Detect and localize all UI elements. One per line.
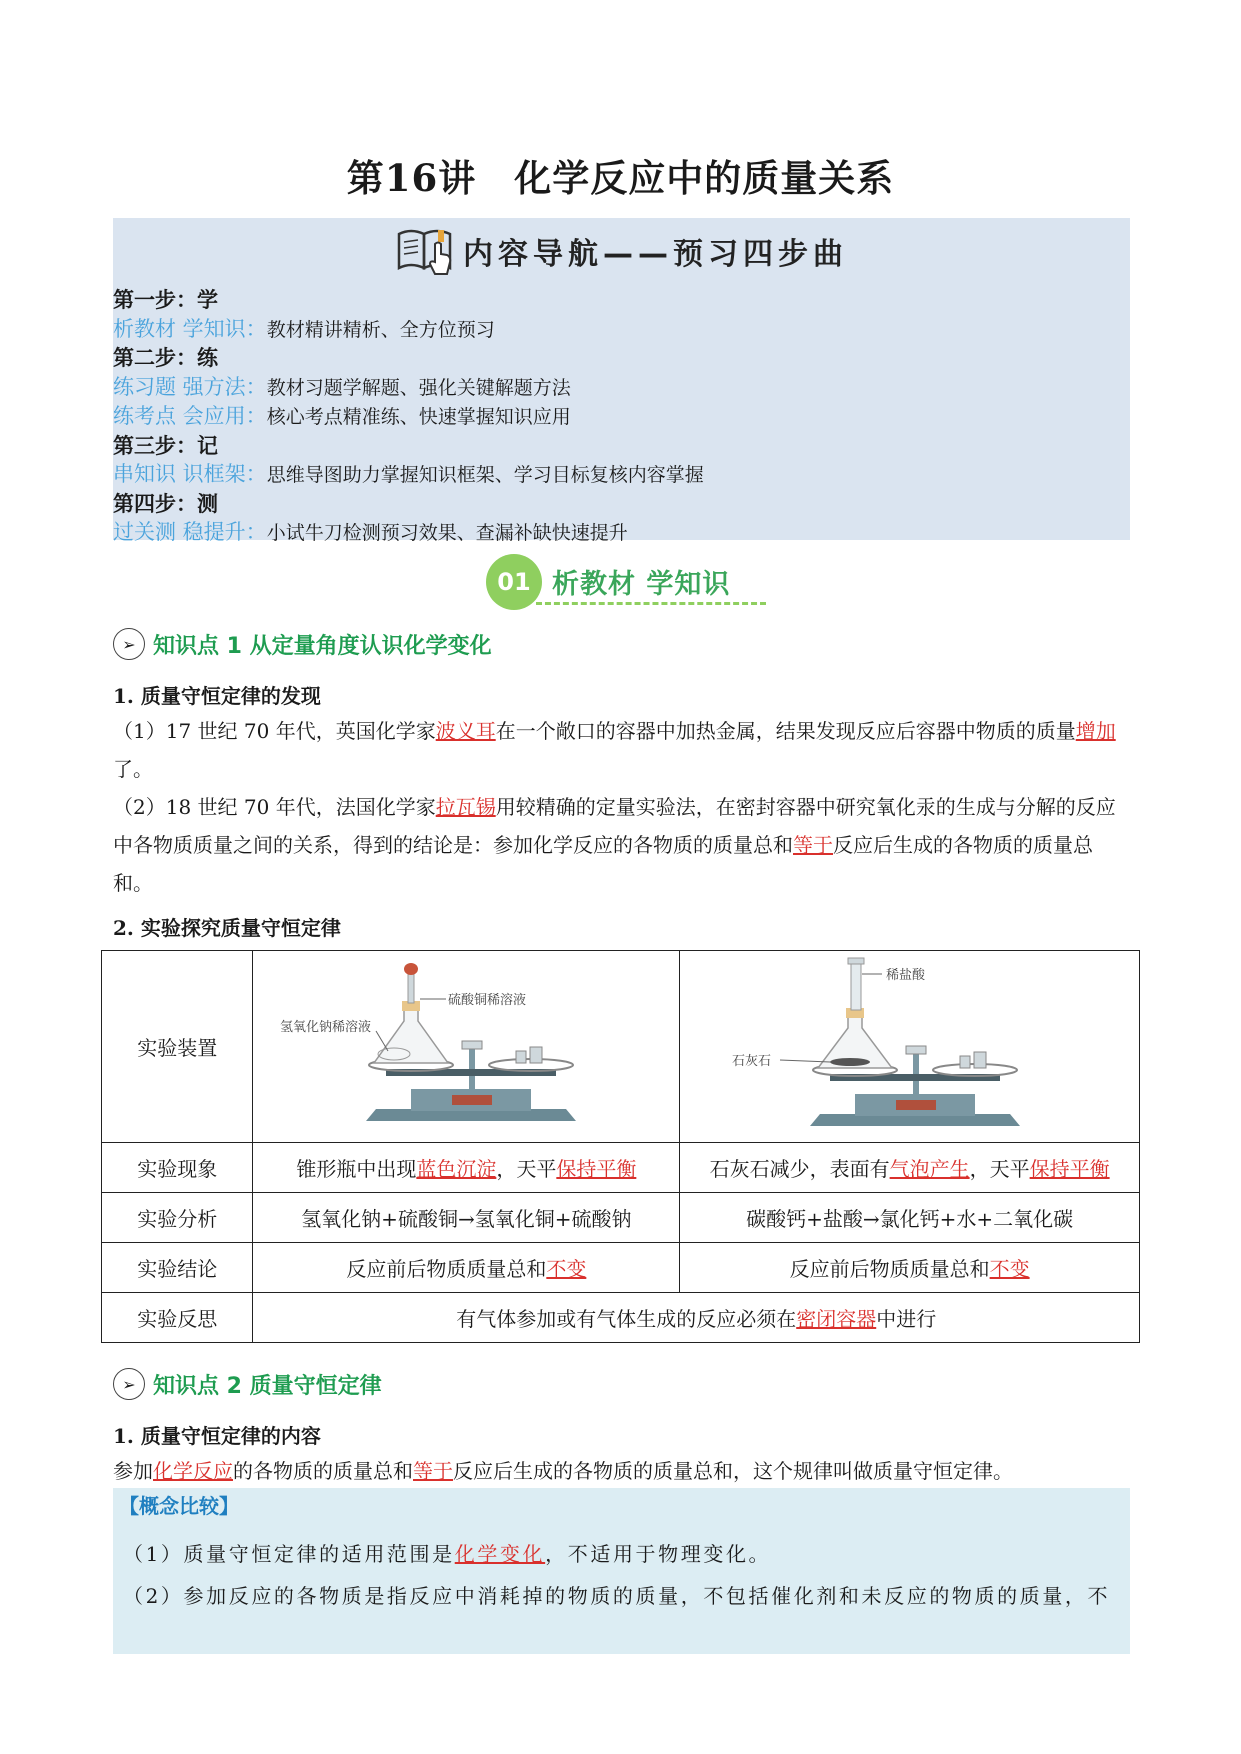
- balance-naoh-cuso4-figure: [276, 959, 656, 1129]
- answer-blank: 不变: [989, 1257, 1030, 1281]
- text: 石灰石减少，表面有: [709, 1157, 890, 1181]
- text: 反应后生成的各物质的质量总和。: [113, 833, 1093, 895]
- concept-title: 【概念比较】: [119, 1494, 239, 1518]
- subheading: 1. 质量守恒定律的内容: [113, 1424, 321, 1448]
- figure-label: 稀盐酸: [885, 968, 925, 983]
- nav-steps: [113, 286, 704, 548]
- text: ，不适用于物理变化。: [545, 1542, 772, 1566]
- table-row: [102, 1243, 1140, 1293]
- figure-label: 硫酸铜稀溶液: [448, 993, 527, 1008]
- nav-line-text: 核心考点精准练、快速掌握知识应用: [266, 406, 571, 428]
- text: （2）18 世纪 70 年代，法国化学家: [113, 795, 436, 819]
- knowledge-point-title: 知识点 1 从定量角度认识化学变化: [153, 633, 492, 659]
- arrow-circle-icon: ➢: [113, 628, 145, 660]
- section-badge: [486, 554, 766, 610]
- text: 参加: [113, 1459, 153, 1483]
- figure-label: 氢氧化钠稀溶液: [280, 1020, 372, 1035]
- answer-blank: 蓝色沉淀: [416, 1157, 497, 1181]
- row-header: 实验反思: [102, 1293, 253, 1343]
- text: 锥形瓶中出现: [296, 1157, 417, 1181]
- book-pointer-icon: [395, 224, 457, 278]
- row-header: 实验现象: [102, 1143, 253, 1193]
- text: 反应后生成的各物质的质量总和，这个规律叫做质量守恒定律。: [453, 1459, 1013, 1483]
- nav-step-3: 第三步：记: [113, 433, 218, 458]
- text: ，天平: [969, 1157, 1030, 1181]
- table-cell: [680, 1143, 1140, 1193]
- knowledge-point-title: 知识点 2 质量守恒定律: [153, 1373, 382, 1399]
- nav-line-text: 思维导图助力掌握知识框架、学习目标复核内容掌握: [266, 464, 704, 486]
- text: （1）17 世纪 70 年代，英国化学家: [113, 719, 436, 743]
- answer-blank: 拉瓦锡: [435, 795, 496, 819]
- row-header: 实验装置: [102, 951, 253, 1143]
- text: 有气体参加或有气体生成的反应必须在: [456, 1307, 797, 1331]
- subheading: 1. 质量守恒定律的发现: [113, 684, 321, 708]
- answer-blank: 化学变化: [454, 1542, 546, 1566]
- apparatus-figure-2: [680, 951, 1140, 1143]
- concept-comparison-box: [113, 1488, 1130, 1654]
- nav-step-4: 第四步：测: [113, 491, 218, 516]
- concept-line-1: [123, 1538, 771, 1567]
- experiment-table: [101, 950, 1140, 1343]
- answer-blank: 等于: [413, 1459, 453, 1483]
- balance-caco3-hcl-figure: [710, 954, 1110, 1134]
- concept-line-2: （2）参加反应的各物质是指反应中消耗掉的物质的质量，不包括催化剂和未反应的物质的质量，不: [123, 1584, 1111, 1608]
- arrow-circle-icon: ➢: [113, 1368, 145, 1400]
- text: 用较精确的定量实验法，在密封容器中研究氧化汞的生成与分解的反应中各物质质量之间的关系，得到的结论是：参加化学反应的各物质的质量总和: [113, 795, 1116, 857]
- answer-blank: 波义耳: [435, 719, 496, 743]
- nav-line: [113, 373, 704, 403]
- table-row: [102, 1193, 1140, 1243]
- table-cell: 碳酸钙+盐酸→氯化钙+水+二氧化碳: [680, 1193, 1140, 1243]
- answer-blank: 化学反应: [153, 1459, 233, 1483]
- apparatus-figure-1: [253, 951, 680, 1143]
- table-cell: [253, 1293, 1140, 1343]
- section-number: 01: [486, 554, 542, 610]
- answer-blank: 保持平衡: [556, 1157, 637, 1181]
- text: 中进行: [876, 1307, 937, 1331]
- paragraph-2: [113, 788, 1130, 902]
- answer-blank: 气泡产生: [889, 1157, 970, 1181]
- text: ，天平: [496, 1157, 557, 1181]
- knowledge-point-2-heading: [113, 1366, 382, 1402]
- figure-label: 石灰石: [731, 1054, 771, 1069]
- page-title: 第16讲 化学反应中的质量关系: [346, 156, 895, 200]
- answer-blank: 保持平衡: [1029, 1157, 1110, 1181]
- nav-line: [113, 315, 704, 345]
- nav-line: [113, 460, 704, 490]
- table-row: [102, 951, 1140, 1143]
- table-cell: [253, 1143, 680, 1193]
- nav-header-text: 内容导航——预习四步曲: [463, 237, 848, 272]
- section-divider: [536, 602, 766, 605]
- answer-blank: 等于: [793, 833, 833, 857]
- knowledge-point-1-heading: [113, 626, 492, 662]
- nav-line-key: 练习题 强方法：: [113, 374, 267, 399]
- table-row: [102, 1143, 1140, 1193]
- nav-line-text: 教材习题学解题、强化关键解题方法: [266, 376, 571, 399]
- nav-line-key: 析教材 学知识：: [113, 316, 267, 341]
- answer-blank: 不变: [546, 1257, 587, 1281]
- nav-line: [113, 402, 704, 432]
- nav-step-2: 第二步：练: [113, 346, 218, 370]
- paragraph-1: [113, 712, 1130, 788]
- nav-line-key: 过关测 稳提升：: [113, 520, 267, 544]
- nav-line-key: 练考点 会应用：: [113, 404, 267, 428]
- table-cell: [253, 1243, 680, 1293]
- subheading: 2. 实验探究质量守恒定律: [113, 916, 341, 940]
- nav-line-text: 小试牛刀检测预习效果、查漏补缺快速提升: [266, 522, 628, 544]
- row-header: 实验结论: [102, 1243, 253, 1293]
- text: 反应前后物质质量总和: [346, 1257, 547, 1281]
- nav-line: [113, 518, 704, 548]
- text: 的各物质的质量总和: [233, 1459, 413, 1483]
- nav-line-text: 教材精讲精析、全方位预习: [266, 318, 495, 341]
- text: （1）质量守恒定律的适用范围是: [123, 1542, 455, 1566]
- nav-line-key: 串知识 识框架：: [113, 462, 267, 486]
- nav-step-1: 第一步：学: [113, 288, 218, 312]
- text: 在一个敞口的容器中加热金属，结果发现反应后容器中物质的质量: [495, 719, 1076, 743]
- paragraph-3: [113, 1452, 1130, 1490]
- section-label: 析教材 学知识: [552, 569, 731, 600]
- table-cell: 氢氧化钠+硫酸铜→氢氧化铜+硫酸钠: [253, 1193, 680, 1243]
- answer-blank: 增加: [1075, 719, 1116, 743]
- table-row: [102, 1293, 1140, 1343]
- table-cell: [680, 1243, 1140, 1293]
- row-header: 实验分析: [102, 1193, 253, 1243]
- text: 了。: [113, 757, 153, 781]
- content-navigation: [113, 218, 1130, 544]
- answer-blank: 密闭容器: [796, 1307, 877, 1331]
- nav-header: [113, 222, 1130, 280]
- text: 反应前后物质质量总和: [789, 1257, 990, 1281]
